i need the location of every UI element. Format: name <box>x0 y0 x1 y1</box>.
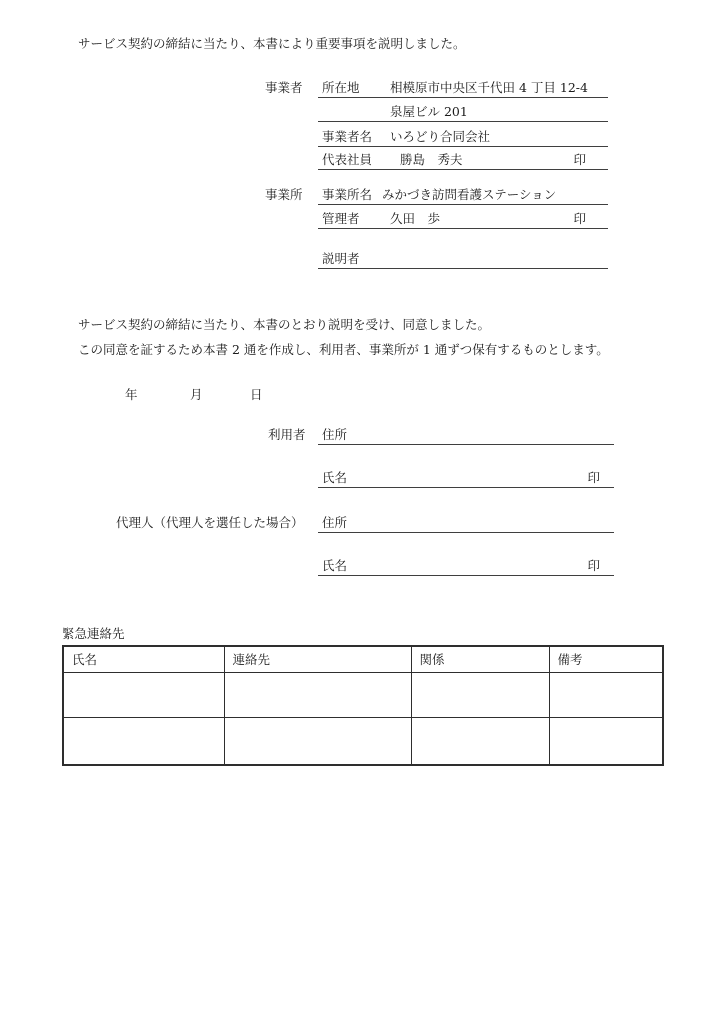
table-header-row <box>63 646 663 672</box>
proxy-group-label: 代理人（代理人を選任した場合） <box>116 515 304 530</box>
date-year-label: 年 <box>125 387 138 402</box>
field-value: 相模原市中央区千代田 4 丁目 12-4 <box>390 80 588 95</box>
agreement-statement-line2: この同意を証するため本書 2 通を作成し、利用者、事業所が 1 通ずつ保有するものとします。 <box>78 342 609 357</box>
field-value: 久田 歩 <box>390 211 441 226</box>
field-label: 所在地 <box>322 80 360 95</box>
field-label: 管理者 <box>322 211 360 226</box>
provider-address-row <box>318 79 608 98</box>
table-cell <box>549 672 663 717</box>
date-day-label: 日 <box>250 387 263 402</box>
table-cell <box>411 672 549 717</box>
table-cell <box>224 672 411 717</box>
field-value: みかづき訪問看護ステーション <box>382 187 557 202</box>
user-group-label: 利用者 <box>268 427 306 442</box>
table-cell <box>549 717 663 765</box>
explanation-statement: サービス契約の締結に当たり、本書により重要事項を説明しました。 <box>78 36 466 51</box>
office-group-label: 事業所 <box>265 187 303 202</box>
column-header-relation: 関係 <box>411 646 549 672</box>
table-cell <box>224 717 411 765</box>
table-row <box>63 672 663 717</box>
field-label: 住所 <box>322 515 348 530</box>
emergency-contacts-title: 緊急連絡先 <box>62 626 125 641</box>
field-value: 勝島 秀夫 <box>400 152 463 167</box>
seal-mark: 印 <box>573 152 586 167</box>
field-label: 氏名 <box>322 470 348 485</box>
field-value: いろどり合同会社 <box>390 129 491 144</box>
agreement-statement-line1: サービス契約の締結に当たり、本書のとおり説明を受け、同意しました。 <box>78 317 491 332</box>
field-label: 説明者 <box>322 251 360 266</box>
office-manager-row <box>318 210 608 229</box>
field-label: 住所 <box>322 427 348 442</box>
proxy-address-row <box>318 514 614 533</box>
provider-name-row <box>318 128 608 147</box>
table-cell <box>63 717 224 765</box>
table-row <box>63 717 663 765</box>
seal-mark: 印 <box>587 470 600 485</box>
field-label: 事業所名 <box>322 187 373 202</box>
field-label: 代表社員 <box>322 152 373 167</box>
user-name-row <box>318 469 614 488</box>
user-address-row <box>318 426 614 445</box>
date-month-label: 月 <box>190 387 203 402</box>
column-header-contact: 連絡先 <box>224 646 411 672</box>
emergency-contacts-table <box>62 645 664 766</box>
field-label: 氏名 <box>322 558 348 573</box>
column-header-name: 氏名 <box>63 646 224 672</box>
table-cell <box>411 717 549 765</box>
provider-address-row-2 <box>318 103 608 122</box>
field-value: 泉屋ビル 201 <box>390 104 468 119</box>
provider-group-label: 事業者 <box>265 80 303 95</box>
explainer-row <box>318 250 608 269</box>
table-cell <box>63 672 224 717</box>
field-label: 事業者名 <box>322 129 373 144</box>
office-name-row <box>318 186 608 205</box>
seal-mark: 印 <box>587 558 600 573</box>
column-header-note: 備考 <box>549 646 663 672</box>
proxy-name-row <box>318 557 614 576</box>
seal-mark: 印 <box>573 211 586 226</box>
provider-representative-row <box>318 151 608 170</box>
